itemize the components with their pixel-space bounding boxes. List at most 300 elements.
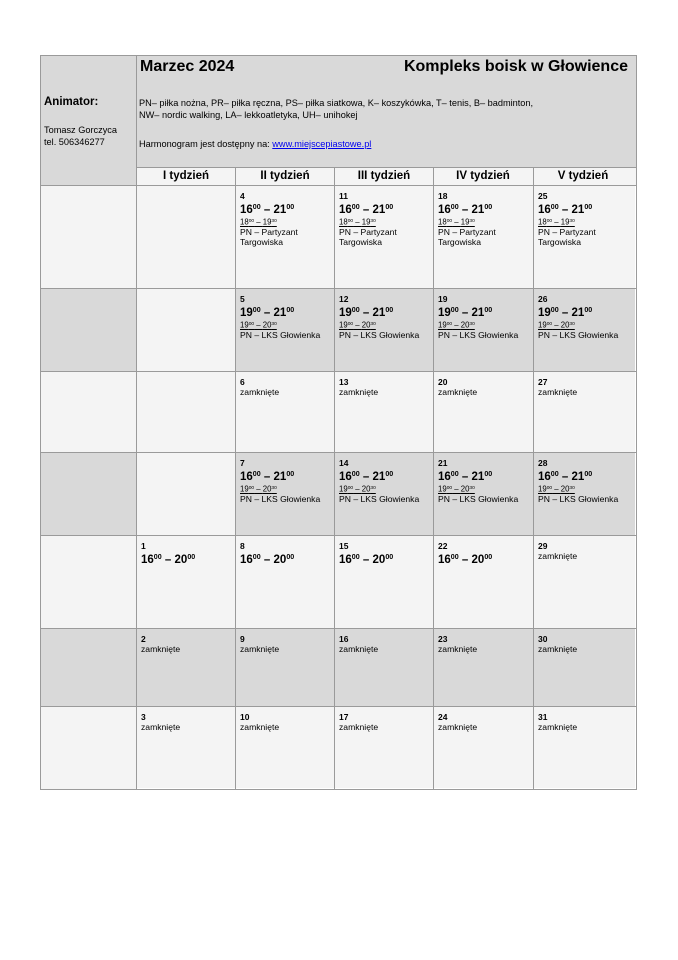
reserved-separator: – <box>452 484 461 494</box>
reservation-info: PN – Partyzant <box>438 226 496 237</box>
day-number: 21 <box>438 458 448 468</box>
minutes-end: 00 <box>484 306 493 314</box>
hours-start: 16 <box>339 470 352 483</box>
day-cell <box>137 186 235 288</box>
closed-label: zamknięte <box>538 644 578 654</box>
reservation-info: PN – LKS Głowienka <box>339 493 420 504</box>
legend-line-2: NW– nordic walking, LA– lekkoatletyka, UH– unihokej <box>139 109 358 120</box>
hours-end: 21 <box>571 203 585 216</box>
day-number: 22 <box>438 541 448 551</box>
day-cell-content <box>339 377 378 397</box>
day-number: 28 <box>538 458 548 468</box>
reserved-end-min: 30 <box>569 485 575 491</box>
day-cell <box>137 289 235 371</box>
closed-label: zamknięte <box>240 387 280 397</box>
minutes-end: 00 <box>484 553 493 561</box>
minutes-end: 00 <box>385 553 394 561</box>
minutes-start: 00 <box>550 470 559 478</box>
grid-line-horizontal <box>136 706 636 707</box>
day-cell-content <box>339 458 419 504</box>
hours-start: 16 <box>240 203 253 216</box>
minutes-start: 00 <box>252 203 261 211</box>
hours-start: 16 <box>240 470 253 483</box>
minutes-end: 00 <box>286 306 295 314</box>
reservation-info: PN – LKS Głowienka <box>339 329 420 340</box>
reserved-start-min: 00 <box>446 485 453 491</box>
day-number: 17 <box>339 712 349 722</box>
reserved-end: 20 <box>361 484 371 494</box>
hours-end: 21 <box>372 306 386 319</box>
hours-end: 20 <box>273 553 287 566</box>
day-number: 25 <box>538 191 548 201</box>
reserved-separator: – <box>254 484 263 494</box>
reserved-start: 18 <box>438 217 447 227</box>
grid-line-vertical <box>136 56 137 789</box>
reserved-start-min: 00 <box>248 485 255 491</box>
reserved-start-min: 00 <box>546 218 553 224</box>
reserved-start-min: 00 <box>347 321 354 327</box>
closed-label: zamknięte <box>438 387 478 397</box>
reserved-separator: – <box>452 217 461 227</box>
hours-start: 16 <box>538 203 551 216</box>
reserved-end: 20 <box>560 484 570 494</box>
day-label-cell <box>41 289 136 372</box>
animator-phone: tel. 506346277 <box>44 137 105 147</box>
day-cell <box>137 453 235 535</box>
reserved-end: 19 <box>560 217 570 227</box>
closed-label: zamknięte <box>339 387 379 397</box>
reservation-info: Targowiska <box>438 236 481 247</box>
day-cell-content <box>538 634 577 654</box>
reserved-separator: – <box>552 320 561 330</box>
minutes-end: 00 <box>385 470 394 478</box>
grid-line-horizontal <box>136 535 636 536</box>
hours-end: 21 <box>571 470 585 483</box>
reserved-start: 19 <box>240 320 249 330</box>
hours-end: 21 <box>571 306 585 319</box>
hours-end: 21 <box>273 306 287 319</box>
day-cell-content <box>538 712 577 732</box>
grid-line-horizontal <box>41 452 136 453</box>
reserved-start-min: 00 <box>248 321 255 327</box>
closed-label: zamknięte <box>141 644 181 654</box>
hours-separator: – <box>359 306 373 319</box>
minutes-start: 00 <box>351 203 360 211</box>
reservation-info: Targowiska <box>240 236 283 247</box>
day-number: 24 <box>438 712 448 722</box>
hours-start: 16 <box>438 553 451 566</box>
minutes-end: 00 <box>484 470 493 478</box>
day-cell-content <box>538 458 618 504</box>
reserved-hours <box>438 320 518 330</box>
day-number: 2 <box>141 634 146 644</box>
reserved-start: 19 <box>339 484 348 494</box>
grid-line-horizontal <box>41 706 136 707</box>
hours-start: 19 <box>538 306 551 319</box>
hours-separator: – <box>458 470 472 483</box>
reservation-info: Targowiska <box>538 236 581 247</box>
day-cell-content <box>438 712 477 732</box>
day-number: 7 <box>240 458 245 468</box>
hours-separator: – <box>359 203 373 216</box>
reservation-info: PN – Partyzant <box>538 226 596 237</box>
day-cell-content <box>438 294 518 340</box>
day-number: 8 <box>240 541 245 551</box>
grid-line-horizontal <box>136 288 636 289</box>
day-number: 29 <box>538 541 548 551</box>
reserved-start: 19 <box>538 484 547 494</box>
reserved-end-min: 30 <box>370 218 376 224</box>
reserved-separator: – <box>353 320 362 330</box>
reserved-end: 20 <box>460 484 470 494</box>
day-number: 18 <box>438 191 448 201</box>
minutes-start: 00 <box>450 203 459 211</box>
reserved-start: 18 <box>538 217 547 227</box>
reserved-end-min: 30 <box>469 321 475 327</box>
closed-label: zamknięte <box>339 722 379 732</box>
minutes-end: 00 <box>286 470 295 478</box>
opening-hours <box>339 201 397 217</box>
reserved-end-min: 30 <box>469 485 475 491</box>
hours-start: 16 <box>339 553 352 566</box>
grid-line-horizontal <box>41 535 136 536</box>
availability-text: Harmonogram jest dostępny na: <box>139 139 273 149</box>
reserved-end: 20 <box>560 320 570 330</box>
day-label-cell <box>41 707 136 789</box>
hours-separator: – <box>558 306 572 319</box>
opening-hours <box>538 304 618 320</box>
hours-end: 21 <box>471 203 485 216</box>
reserved-start: 18 <box>339 217 348 227</box>
minutes-start: 00 <box>550 203 559 211</box>
reserved-hours <box>240 217 298 227</box>
minutes-start: 00 <box>351 470 360 478</box>
grid-line-vertical <box>433 168 434 789</box>
opening-hours <box>240 201 298 217</box>
hours-end: 21 <box>471 306 485 319</box>
hours-separator: – <box>458 306 472 319</box>
day-number: 13 <box>339 377 349 387</box>
reserved-separator: – <box>452 320 461 330</box>
reserved-end: 20 <box>262 484 272 494</box>
animator-contact <box>44 124 117 148</box>
minutes-end: 00 <box>584 203 593 211</box>
opening-hours <box>339 551 393 567</box>
reserved-separator: – <box>353 484 362 494</box>
day-label-cell <box>41 453 136 536</box>
grid-line-horizontal <box>41 288 136 289</box>
day-cell-content <box>240 541 294 567</box>
day-cell-content <box>240 634 279 654</box>
reserved-end-min: 30 <box>271 321 277 327</box>
day-cell-content <box>141 712 180 732</box>
minutes-start: 00 <box>252 306 261 314</box>
hours-separator: – <box>359 553 373 566</box>
minutes-end: 00 <box>584 306 593 314</box>
hours-separator: – <box>161 553 175 566</box>
reservation-info: PN – LKS Głowienka <box>438 493 519 504</box>
reserved-separator: – <box>552 217 561 227</box>
reserved-start-min: 00 <box>446 218 453 224</box>
day-number: 16 <box>339 634 349 644</box>
minutes-end: 00 <box>385 306 394 314</box>
day-number: 12 <box>339 294 349 304</box>
minutes-start: 00 <box>550 306 559 314</box>
day-cell-content <box>339 541 393 567</box>
week-header-1: I tydzień <box>162 170 209 182</box>
opening-hours <box>339 304 419 320</box>
reservation-info: PN – LKS Głowienka <box>538 493 619 504</box>
animator-panel <box>41 56 136 186</box>
closed-label: zamknięte <box>339 644 379 654</box>
hours-end: 21 <box>273 470 287 483</box>
day-cell-content <box>438 634 477 654</box>
day-number: 10 <box>240 712 250 722</box>
closed-label: zamknięte <box>538 551 578 561</box>
reserved-end-min: 30 <box>370 485 376 491</box>
reserved-hours <box>538 320 618 330</box>
week-header-5: V tydzień <box>557 170 609 182</box>
hours-end: 20 <box>174 553 188 566</box>
minutes-end: 00 <box>187 553 196 561</box>
month-title: Marzec 2024 <box>140 58 235 75</box>
reserved-hours <box>339 217 397 227</box>
reserved-start-min: 00 <box>347 218 354 224</box>
closed-label: zamknięte <box>141 722 181 732</box>
day-cell <box>137 372 235 452</box>
hours-separator: – <box>359 470 373 483</box>
day-cell-content <box>240 377 279 397</box>
grid-line-horizontal <box>41 628 136 629</box>
grid-line-vertical <box>533 168 534 789</box>
minutes-end: 00 <box>385 203 394 211</box>
hours-start: 16 <box>438 470 451 483</box>
hours-end: 21 <box>372 203 386 216</box>
reserved-end-min: 30 <box>469 218 475 224</box>
opening-hours <box>339 468 419 484</box>
availability-note <box>139 139 371 149</box>
minutes-start: 00 <box>153 553 162 561</box>
opening-hours <box>538 468 618 484</box>
opening-hours <box>141 551 195 567</box>
reserved-hours <box>339 320 419 330</box>
grid-line-vertical <box>334 168 335 789</box>
day-cell-content <box>538 377 577 397</box>
reserved-start: 19 <box>240 484 249 494</box>
hours-end: 21 <box>273 203 287 216</box>
day-cell-content <box>538 191 596 247</box>
day-label-cell <box>41 629 136 707</box>
minutes-start: 00 <box>450 470 459 478</box>
day-number: 9 <box>240 634 245 644</box>
reserved-separator: – <box>552 484 561 494</box>
day-cell-content <box>438 458 518 504</box>
reserved-end: 20 <box>460 320 470 330</box>
grid-line-vertical <box>235 168 236 789</box>
minutes-start: 00 <box>252 553 261 561</box>
closed-label: zamknięte <box>438 722 478 732</box>
day-label-cell <box>41 536 136 629</box>
reserved-start: 19 <box>438 484 447 494</box>
reservation-info: PN – LKS Głowienka <box>240 329 321 340</box>
reserved-start: 18 <box>240 217 249 227</box>
hours-separator: – <box>260 470 274 483</box>
closed-label: zamknięte <box>240 722 280 732</box>
day-cell-content <box>538 541 577 561</box>
legend-line-1: PN– piłka nożna, PR– piłka ręczna, PS– piłka siatkowa, K– koszykówka, T– tenis, B– badminton, <box>139 98 534 108</box>
reserved-hours <box>538 484 618 494</box>
day-number: 6 <box>240 377 245 387</box>
day-cell-content <box>538 294 618 340</box>
reserved-end-min: 30 <box>370 321 376 327</box>
day-cell-content <box>339 294 419 340</box>
day-number: 14 <box>339 458 349 468</box>
week-header-3: III tydzień <box>357 170 411 182</box>
day-number: 30 <box>538 634 548 644</box>
opening-hours <box>240 304 320 320</box>
day-number: 11 <box>339 191 348 201</box>
website-link[interactable]: www.miejscepiastowe.pl <box>272 139 372 149</box>
day-cell-content <box>339 191 397 247</box>
reservation-info: PN – LKS Głowienka <box>438 329 519 340</box>
reservation-info: Targowiska <box>339 236 382 247</box>
minutes-end: 00 <box>286 203 295 211</box>
closed-label: zamknięte <box>538 387 578 397</box>
hours-separator: – <box>558 470 572 483</box>
reserved-end-min: 30 <box>569 218 575 224</box>
venue-title: Kompleks boisk w Głowience <box>403 58 628 75</box>
reserved-separator: – <box>353 217 362 227</box>
day-number: 19 <box>438 294 448 304</box>
animator-name: Tomasz Gorczyca <box>44 125 118 135</box>
hours-end: 20 <box>471 553 485 566</box>
reserved-end: 20 <box>361 320 371 330</box>
opening-hours <box>438 304 518 320</box>
reserved-hours <box>339 484 419 494</box>
day-cell-content <box>240 294 320 340</box>
reserved-end: 19 <box>460 217 470 227</box>
reserved-start-min: 00 <box>248 218 255 224</box>
hours-start: 16 <box>240 553 253 566</box>
day-cell-content <box>339 634 378 654</box>
day-number: 27 <box>538 377 548 387</box>
closed-label: zamknięte <box>538 722 578 732</box>
week-header-4: IV tydzień <box>456 170 510 182</box>
opening-hours <box>538 201 596 217</box>
day-number: 5 <box>240 294 245 304</box>
minutes-start: 00 <box>351 553 360 561</box>
hours-start: 19 <box>438 306 451 319</box>
sports-legend <box>139 98 599 121</box>
reserved-separator: – <box>254 320 263 330</box>
opening-hours <box>438 201 496 217</box>
reserved-start-min: 00 <box>546 321 553 327</box>
hours-separator: – <box>260 553 274 566</box>
minutes-start: 00 <box>252 470 261 478</box>
reserved-start-min: 00 <box>546 485 553 491</box>
hours-start: 16 <box>538 470 551 483</box>
minutes-start: 00 <box>351 306 360 314</box>
reserved-end: 19 <box>361 217 371 227</box>
minutes-end: 00 <box>484 203 493 211</box>
day-cell-content <box>438 541 492 567</box>
hours-start: 16 <box>141 553 154 566</box>
reserved-start: 19 <box>339 320 348 330</box>
hours-separator: – <box>458 203 472 216</box>
reservation-info: PN – LKS Głowienka <box>538 329 619 340</box>
hours-start: 19 <box>240 306 253 319</box>
day-number: 26 <box>538 294 548 304</box>
minutes-end: 00 <box>286 553 295 561</box>
reserved-end: 19 <box>262 217 272 227</box>
day-label-cell <box>41 372 136 453</box>
grid-line-horizontal <box>41 371 136 372</box>
grid-line-horizontal <box>136 452 636 453</box>
reservation-info: PN – LKS Głowienka <box>240 493 321 504</box>
minutes-end: 00 <box>584 470 593 478</box>
reserved-start: 19 <box>538 320 547 330</box>
grid-line-horizontal <box>136 628 636 629</box>
opening-hours <box>240 551 294 567</box>
day-cell-content <box>438 377 477 397</box>
hours-start: 16 <box>438 203 451 216</box>
day-cell-content <box>438 191 496 247</box>
day-number: 15 <box>339 541 349 551</box>
reserved-hours <box>438 484 518 494</box>
closed-label: zamknięte <box>240 644 280 654</box>
grid-line-horizontal <box>136 371 636 372</box>
day-number: 31 <box>538 712 548 722</box>
grid-line-horizontal <box>41 185 636 186</box>
hours-end: 20 <box>372 553 386 566</box>
reserved-end-min: 30 <box>271 485 277 491</box>
reserved-hours <box>240 320 320 330</box>
day-number: 3 <box>141 712 146 722</box>
day-cell-content <box>240 458 320 504</box>
reserved-hours <box>240 484 320 494</box>
opening-hours <box>438 551 492 567</box>
week-header-2: II tydzień <box>260 170 310 182</box>
reserved-start: 19 <box>438 320 447 330</box>
reserved-end-min: 30 <box>271 218 277 224</box>
reservation-info: PN – Partyzant <box>240 226 298 237</box>
day-number: 1 <box>141 541 146 551</box>
day-number: 20 <box>438 377 448 387</box>
day-label-cell <box>41 186 136 289</box>
day-cell-content <box>141 541 195 567</box>
hours-end: 21 <box>372 470 386 483</box>
reserved-end-min: 30 <box>569 321 575 327</box>
hours-end: 21 <box>471 470 485 483</box>
hours-separator: – <box>458 553 472 566</box>
closed-label: zamknięte <box>438 644 478 654</box>
day-cell-content <box>141 634 180 654</box>
hours-start: 19 <box>339 306 352 319</box>
animator-title: Animator: <box>44 96 99 108</box>
minutes-start: 00 <box>450 553 459 561</box>
day-cell-content <box>339 712 378 732</box>
hours-separator: – <box>260 306 274 319</box>
reservation-info: PN – Partyzant <box>339 226 397 237</box>
reserved-start-min: 00 <box>446 321 453 327</box>
hours-separator: – <box>260 203 274 216</box>
reserved-hours <box>538 217 596 227</box>
opening-hours <box>438 468 518 484</box>
day-number: 4 <box>240 191 245 201</box>
day-cell-content <box>240 712 279 732</box>
grid-line-horizontal <box>136 167 636 168</box>
hours-start: 16 <box>339 203 352 216</box>
